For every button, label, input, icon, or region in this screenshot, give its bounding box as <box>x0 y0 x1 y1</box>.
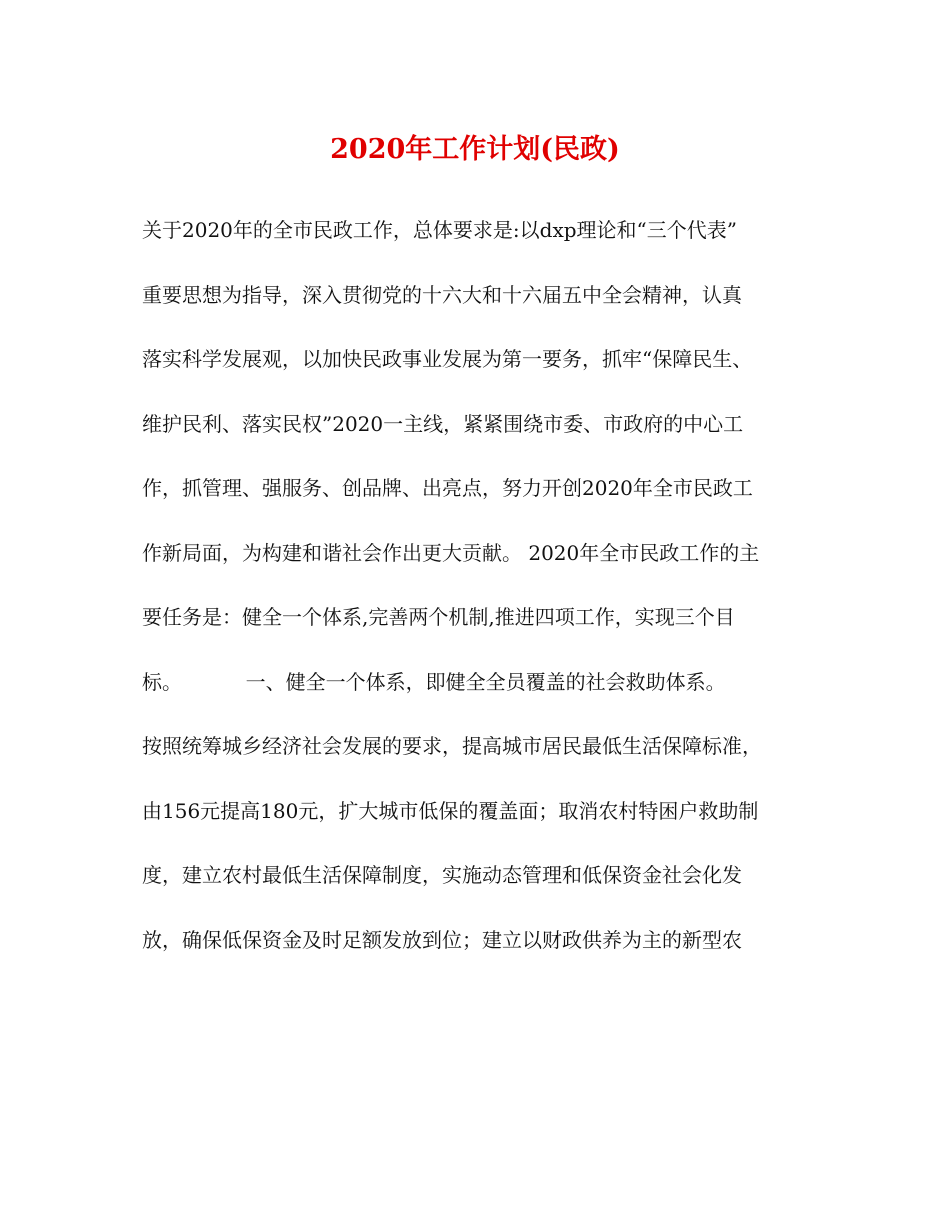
body-line: 作，抓管理、强服务、创品牌、出亮点，努力开创2020年全市民政工 <box>142 476 753 500</box>
body-line: 重要思想为指导，深入贯彻党的十六大和十六届五中全会精神，认真 <box>142 282 742 307</box>
document-body <box>142 216 822 990</box>
body-line: 维护民利、落实民权”2020一主线，紧紧围绕市委、市政府的中心工 <box>142 411 744 436</box>
body-line: 放，确保低保资金及时足额发放到位；建立以财政供养为主的新型农 <box>142 927 742 952</box>
body-line: 要任务是：健全一个体系,完善两个机制,推进四项工作，实现三个目 <box>142 605 735 629</box>
body-line: 度，建立农村最低生活保障制度，实施动态管理和低保资金社会化发 <box>142 863 742 887</box>
document-title: 2020年工作计划(民政) <box>330 134 620 165</box>
body-line: 落实科学发展观，以加快民政事业发展为第一要务，抓牢“保障民生、 <box>142 347 753 371</box>
body-line: 关于2020年的全市民政工作，总体要求是:以dxp理论和“三个代表” <box>142 218 737 242</box>
body-line: 作新局面，为构建和谐社会作出更大贡献。 2020年全市民政工作的主 <box>142 540 760 565</box>
body-line: 按照统筹城乡经济社会发展的要求，提高城市居民最低生活保障标准， <box>142 734 762 758</box>
body-line: 由156元提高180元，扩大城市低保的覆盖面；取消农村特困户救助制 <box>142 798 759 823</box>
body-line: 标。 一、健全一个体系，即健全全员覆盖的社会救助体系。 <box>142 669 726 694</box>
